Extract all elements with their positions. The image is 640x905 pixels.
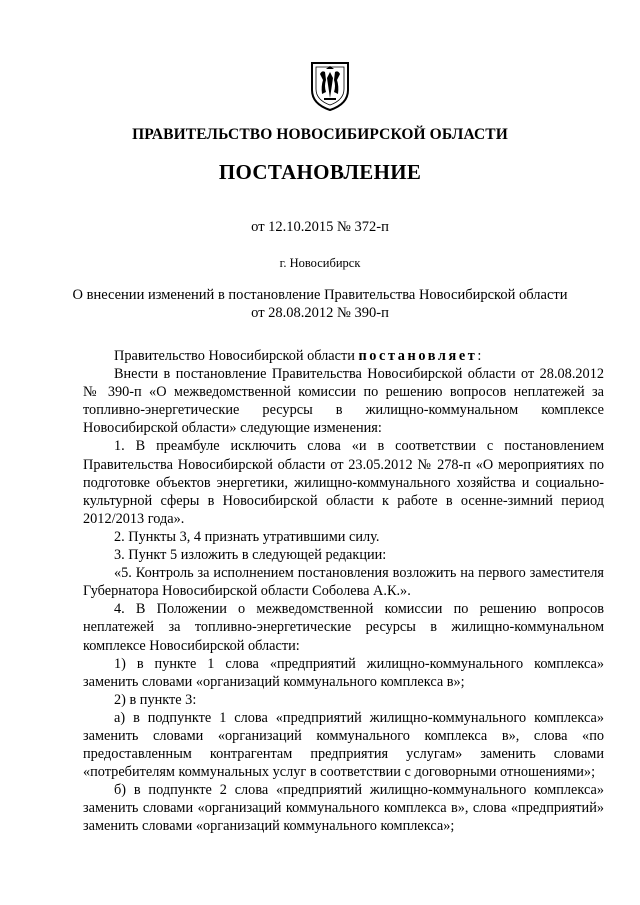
document-type: ПОСТАНОВЛЕНИЕ	[218, 160, 422, 184]
subject-line-2: от 28.08.2012 № 390-п	[251, 305, 389, 321]
intro-paragraph	[83, 347, 604, 365]
intro-prefix: Правительство Новосибирской области	[114, 348, 359, 364]
intro-suffix: :	[477, 348, 482, 364]
coat-of-arms-icon	[309, 60, 351, 112]
body-paragraph: 3. Пункт 5 изложить в следующей редакции:	[114, 547, 387, 564]
body-paragraph: «5. Контроль за исполнением постановления возложить на первого заместителя Губернатора Новосибирской области Соболева А.К.».	[83, 565, 604, 600]
document-body	[83, 347, 604, 836]
intro-decree-word: постановляет	[358, 348, 478, 364]
body-paragraph: 1) в пункте 1 слова «предприятий жилищно-коммунального комплекса» заменить словами «организаций коммунального комплекса в»;	[83, 655, 604, 690]
document-city: г. Новосибирск	[279, 256, 361, 270]
body-paragraph: 4. В Положении о межведомственной комиссии по решению вопросов неплатежей за топливно-энергетические ресурсы в жилищно-коммунальном комплексе Новосибирской области:	[83, 601, 604, 654]
body-paragraph: 1. В преамбуле исключить слова «и в соответствии с постановлением Правительства Новосибирской области от 23.05.2012 № 278-п «О мероприятиях по подготовке объектов энергетики, жилищно-коммунального хозяйства и социально-культурной сферы в Новосибирской области к работе в осенне-зимний период 2012/2013 года».	[83, 438, 604, 527]
subject-line-1: О внесении изменений в постановление Правительства Новосибирской области	[72, 287, 568, 303]
body-paragraph: 2. Пункты 3, 4 признать утратившими силу.	[114, 528, 380, 545]
organization-title: ПРАВИТЕЛЬСТВО НОВОСИБИРСКОЙ ОБЛАСТИ	[132, 126, 508, 143]
document-subject	[60, 286, 580, 322]
body-paragraph: 2) в пункте 3:	[114, 691, 197, 708]
body-paragraph: Внести в постановление Правительства Новосибирской области от 28.08.2012 № 390-п «О межведомственной комиссии по решению вопросов неплатежей за топливно-энергетические ресурсы в жилищно-коммунальном комплексе Новосибирской области» следующие изменения:	[83, 366, 604, 437]
document-date-number: от 12.10.2015 № 372-п	[251, 219, 389, 235]
body-paragraph: а) в подпункте 1 слова «предприятий жилищно-коммунального комплекса» заменить словами «организаций коммунального комплекса в», слова «по предоставленным контрагентам предприятия услугам» заменить словами «потребителям коммунальных услуг в соответствии с договорными отношениями»;	[83, 709, 604, 781]
body-paragraph: б) в подпункте 2 слова «предприятий жилищно-коммунального комплекса» заменить словами «организаций коммунального комплекса в», слова «предприятий» заменить словами «организаций коммунального комплекса»;	[83, 782, 604, 835]
